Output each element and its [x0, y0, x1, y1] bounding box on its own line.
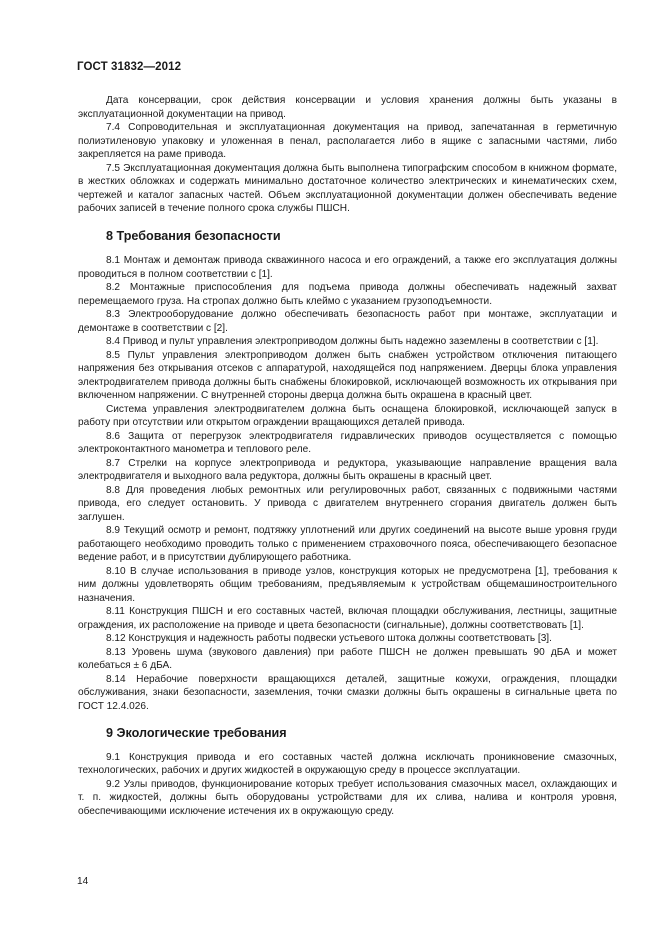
paragraph-text: Монтажные приспособления для подъема привода должны обеспечивать надежный захват перемещаемого груза. На стропах должно быть клеймо с указанием грузоподъемности.	[78, 282, 618, 307]
paragraph	[78, 605, 617, 632]
paragraph-text: Конструкция ПШСН и его составных частей, включая площадки обслуживания, лестницы, защитные ограждения, их расположение на приводе и цвета безопасности (сигнальные), должны соответствовать [1].	[78, 606, 617, 631]
clause-number: 8.5	[106, 349, 121, 361]
clause-number: 8.2	[106, 282, 121, 293]
clause-number: 8.10	[106, 565, 126, 577]
document-body	[78, 94, 617, 818]
section-8-title: 8 Требования безопасности	[106, 228, 281, 243]
clause-number: 8.4	[106, 336, 121, 347]
clause-number: 8.11	[106, 606, 125, 617]
paragraph-text: Дата консервации, срок действия консервации и условия хранения должны быть указаны в эксплуатационной документации на привод.	[78, 95, 617, 120]
paragraph	[78, 281, 617, 308]
clause-number: 8.9	[106, 525, 121, 536]
paragraph-text: Защита от перегрузок электродвигателя гидравлических приводов осуществляется с помощью электроконтактного манометра и теплового реле.	[78, 430, 617, 455]
page-number: 14	[77, 876, 89, 887]
paragraph	[78, 430, 617, 457]
paragraph	[78, 484, 617, 525]
paragraph	[78, 162, 617, 216]
document-header: ГОСТ 31832—2012	[77, 61, 182, 73]
paragraph-text: Текущий осмотр и ремонт, подтяжку уплотнений или других соединений на высоте выше уровня груди работающего необходимо проводить только с применением страховочного пояса, обеспечивающего безопасное ведение работ, и в присутствии дублирующего работника.	[78, 525, 617, 563]
paragraph-text: Привод и пульт управления электроприводом должны быть надежно заземлены в соответствии с [1].	[122, 336, 599, 347]
clause-number: 8.8	[106, 484, 121, 496]
paragraph	[78, 565, 617, 606]
paragraph-text: Сопроводительная и эксплуатационная документация на привод, запечатанная в герметичную полиэтиленовую упаковку и уложенная в пенал, располагается либо в ящике с запасными частями, либо закрепляется на раме привода.	[78, 122, 618, 160]
paragraph	[78, 403, 617, 430]
paragraph	[78, 778, 617, 819]
paragraph-text: Для проведения любых ремонтных или регулировочных работ, связанных с подвижными частями привода, его следует остановить. У привода с двигателем внутреннего сгорания двигатель должен быть заглушен.	[78, 484, 617, 523]
paragraph	[78, 349, 617, 403]
paragraph-text: Электрооборудование должно обеспечивать безопасность работ при монтаже, эксплуатации и демонтаже в соответствии с [2].	[78, 309, 617, 334]
clause-number: 8.13	[106, 646, 126, 658]
clause-number: 9.2	[106, 778, 121, 790]
paragraph	[78, 335, 617, 349]
clause-number: 8.6	[106, 430, 121, 442]
paragraph-text: Узлы приводов, функционирование которых требует использования смазочных масел, охлаждающих и т. п. жидкостей, должны быть оборудованы устройствами для их слива, налива и контроля уровня, обеспечивающими исключение истечения их в окружающую среду.	[78, 778, 617, 817]
paragraph	[78, 308, 617, 335]
clause-number: 7.5	[106, 162, 121, 174]
section-9-paragraphs	[78, 751, 617, 819]
paragraph-text: Пульт управления электроприводом должен быть снабжен устройством отключения питающего напряжения без открывания отсеков с аппаратурой, находящейся под напряжением. Дверцы блока управления электродвигателем привода должны быть снабжены блокировкой, исключающей возможность их открывания при включенном напряжении. С внутренней стороны дверца должна быть окрашена в красный цвет.	[78, 349, 618, 401]
intro-paragraphs	[78, 94, 617, 216]
paragraph	[78, 632, 617, 646]
clause-number: 8.7	[106, 457, 121, 469]
paragraph	[78, 524, 617, 565]
paragraph	[78, 254, 617, 281]
clause-number: 7.4	[106, 122, 121, 133]
paragraph	[78, 121, 617, 162]
paragraph	[78, 751, 617, 778]
paragraph-text: Уровень шума (звукового давления) при работе ПШСН не должен превышать 90 дБА и может колебаться ± 6 дБА.	[78, 646, 617, 671]
paragraph-text: Стрелки на корпусе электропривода и редуктора, указывающие направление вращения вала электродвигателя и выходного вала редуктора, должны быть окрашены в красный цвет.	[78, 457, 617, 482]
paragraph	[78, 457, 617, 484]
paragraph	[78, 673, 617, 714]
paragraph-text: Система управления электродвигателем должна быть оснащена блокировкой, исключающей запуск в работу при отсутствии или открытом ограждении вращающихся деталей привода.	[78, 403, 617, 428]
paragraph	[78, 94, 617, 121]
section-9-title: 9 Экологические требования	[106, 726, 287, 740]
paragraph-text: Монтаж и демонтаж привода скважинного насоса и его ограждений, а также его эксплуатация должны проводиться в полном соответствии с [1].	[78, 255, 617, 280]
paragraph	[78, 646, 617, 673]
paragraph-text: Конструкция и надежность работы подвески устьевого штока должны соответствовать [3].	[128, 633, 552, 644]
clause-number: 9.1	[106, 751, 121, 763]
paragraph-text: Конструкция привода и его составных частей должна исключать проникновение смазочных, технологических, рабочих и других жидкостей в окружающую среду в процессе эксплуатации.	[78, 751, 617, 776]
clause-number: 8.14	[106, 673, 126, 685]
clause-number: 8.1	[106, 255, 121, 266]
section-8-paragraphs	[78, 254, 617, 713]
paragraph-text: В случае использования в приводе узлов, конструкция которых не предусмотрена [1], требования к ним должны удовлетворять общим требованиям, предъявляемым к устройствам общемашиностроительного назначения.	[78, 565, 617, 604]
clause-number: 8.12	[106, 633, 126, 644]
clause-number: 8.3	[106, 309, 121, 320]
paragraph-text: Нерабочие поверхности вращающихся деталей, защитные кожухи, ограждения, площадки обслуживания, знаки безопасности, заземления, точки смазки должны быть окрашены в сигнальные цвета по ГОСТ 12.4.026.	[78, 673, 617, 712]
paragraph-text: Эксплуатационная документация должна быть выполнена типографским способом в книжном формате, в жестких обложках и содержать минимально достаточное количество электрических и кинематических схем, чертежей и каталог запасных частей. Объем эксплуатационной документации должен обеспечивать ведение рабочих записей в течение полного срока службы ПШСН.	[78, 162, 617, 214]
